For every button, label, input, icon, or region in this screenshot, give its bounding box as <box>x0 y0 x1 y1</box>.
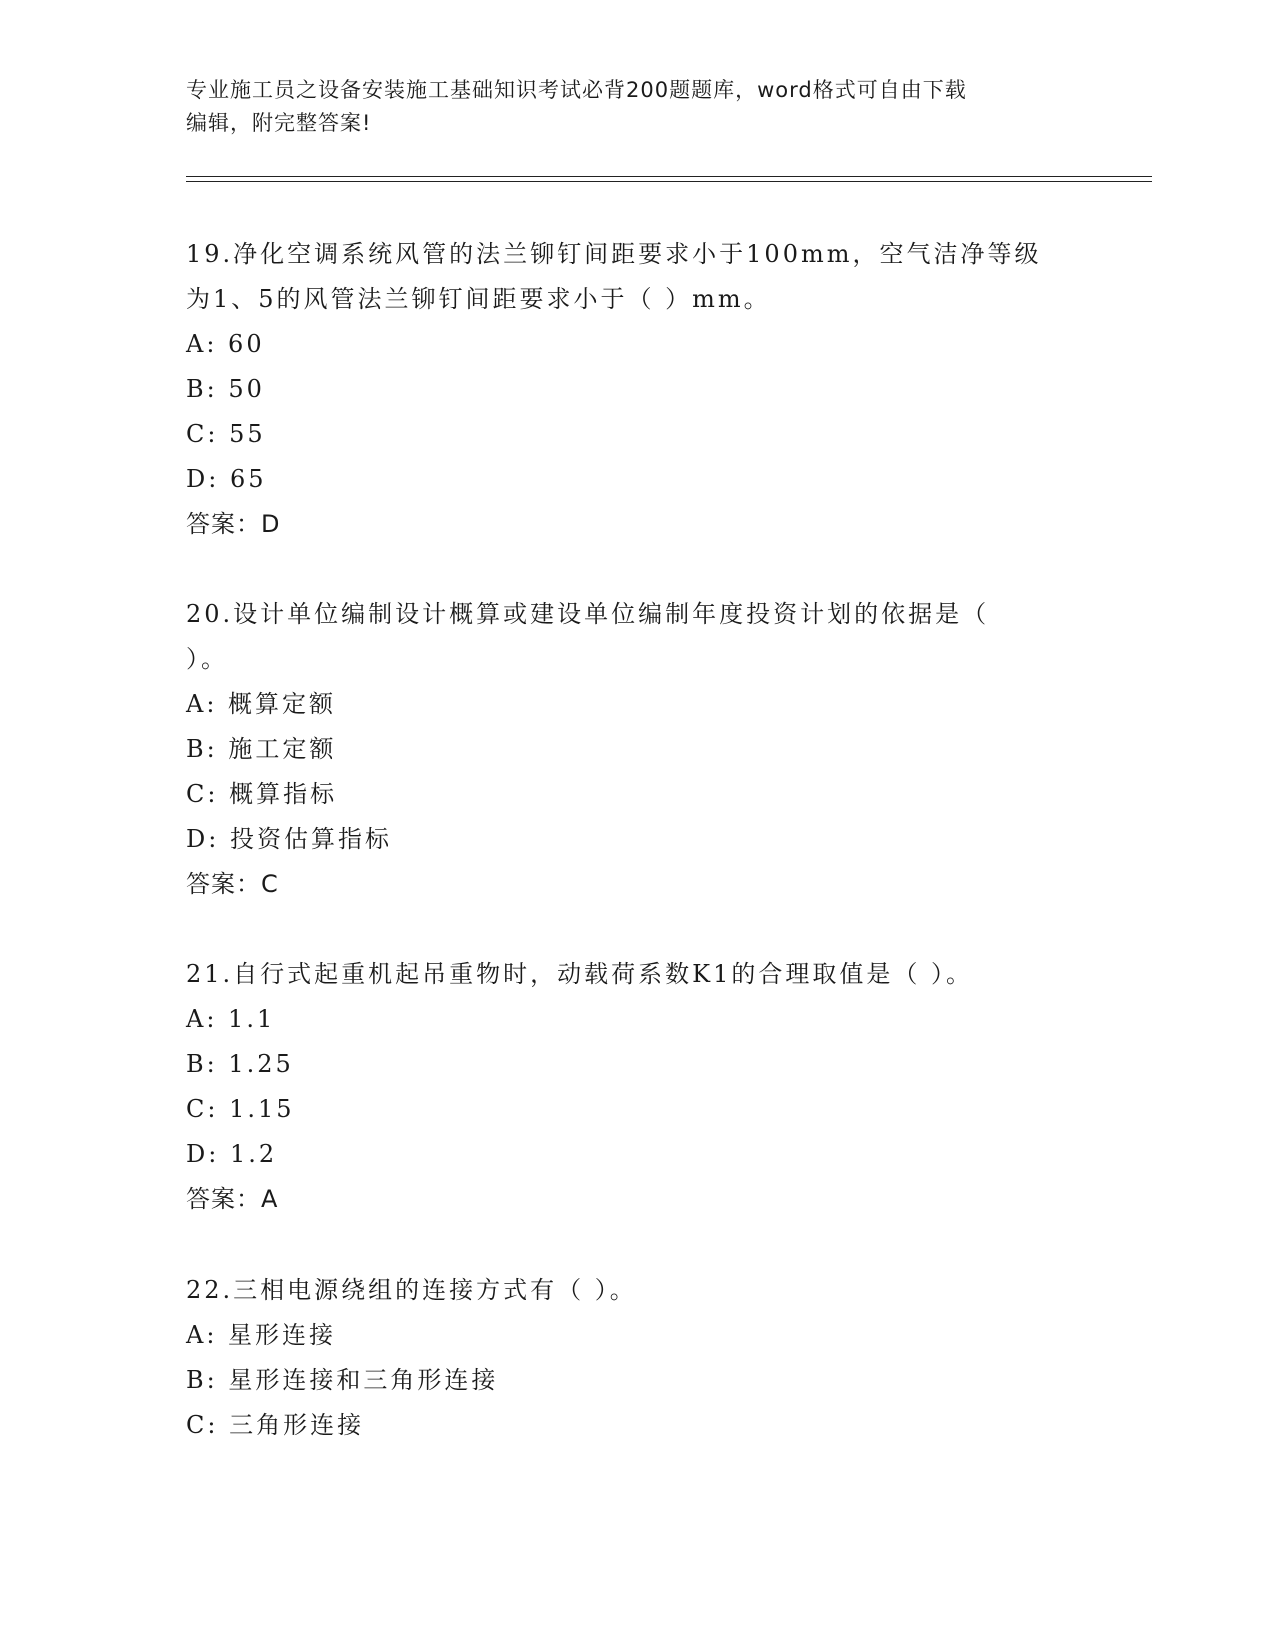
question-stem-line: ）。 <box>186 645 228 673</box>
header-divider-top <box>186 176 1152 177</box>
question-stem-line: 为1、5的风管法兰铆钉间距要求小于（ ）mm。 <box>186 285 771 313</box>
question-22 <box>186 1268 1066 1448</box>
answer: 答案：A <box>186 1185 279 1213</box>
header-divider-bottom <box>186 181 1152 182</box>
question-20 <box>186 592 1066 907</box>
option-a: A: 概算定额 <box>186 690 337 718</box>
question-stem-line: 22.三相电源绕组的连接方式有（ ）。 <box>186 1276 637 1304</box>
question-21 <box>186 952 1066 1222</box>
option-b: B: 1.25 <box>186 1050 294 1078</box>
question-stem-line: 20.设计单位编制设计概算或建设单位编制年度投资计划的依据是（ <box>186 600 990 628</box>
question-stem-line: 19.净化空调系统风管的法兰铆钉间距要求小于100mm，空气洁净等级 <box>186 240 1042 268</box>
option-b: B: 50 <box>186 375 265 403</box>
header-line-1: 专业施工员之设备安装施工基础知识考试必背200题题库，word格式可自由下载 <box>186 78 967 102</box>
option-a: A: 60 <box>186 330 265 358</box>
question-19 <box>186 232 1066 547</box>
option-a: A: 1.1 <box>186 1005 276 1033</box>
option-c: C: 三角形连接 <box>186 1411 365 1439</box>
answer: 答案：C <box>186 870 279 898</box>
option-c: C: 1.15 <box>186 1095 295 1123</box>
document-header <box>186 74 1066 140</box>
answer: 答案：D <box>186 510 281 538</box>
option-c: C: 概算指标 <box>186 780 338 808</box>
option-b: B: 施工定额 <box>186 735 337 763</box>
question-stem-line: 21.自行式起重机起吊重物时，动载荷系数K1的合理取值是（ ）。 <box>186 960 973 988</box>
option-a: A: 星形连接 <box>186 1321 337 1349</box>
option-d: D: 投资估算指标 <box>186 825 392 853</box>
header-line-2: 编辑，附完整答案! <box>186 111 372 135</box>
option-d: D: 1.2 <box>186 1140 278 1168</box>
option-b: B: 星形连接和三角形连接 <box>186 1366 499 1394</box>
option-c: C: 55 <box>186 420 266 448</box>
option-d: D: 65 <box>186 465 267 493</box>
